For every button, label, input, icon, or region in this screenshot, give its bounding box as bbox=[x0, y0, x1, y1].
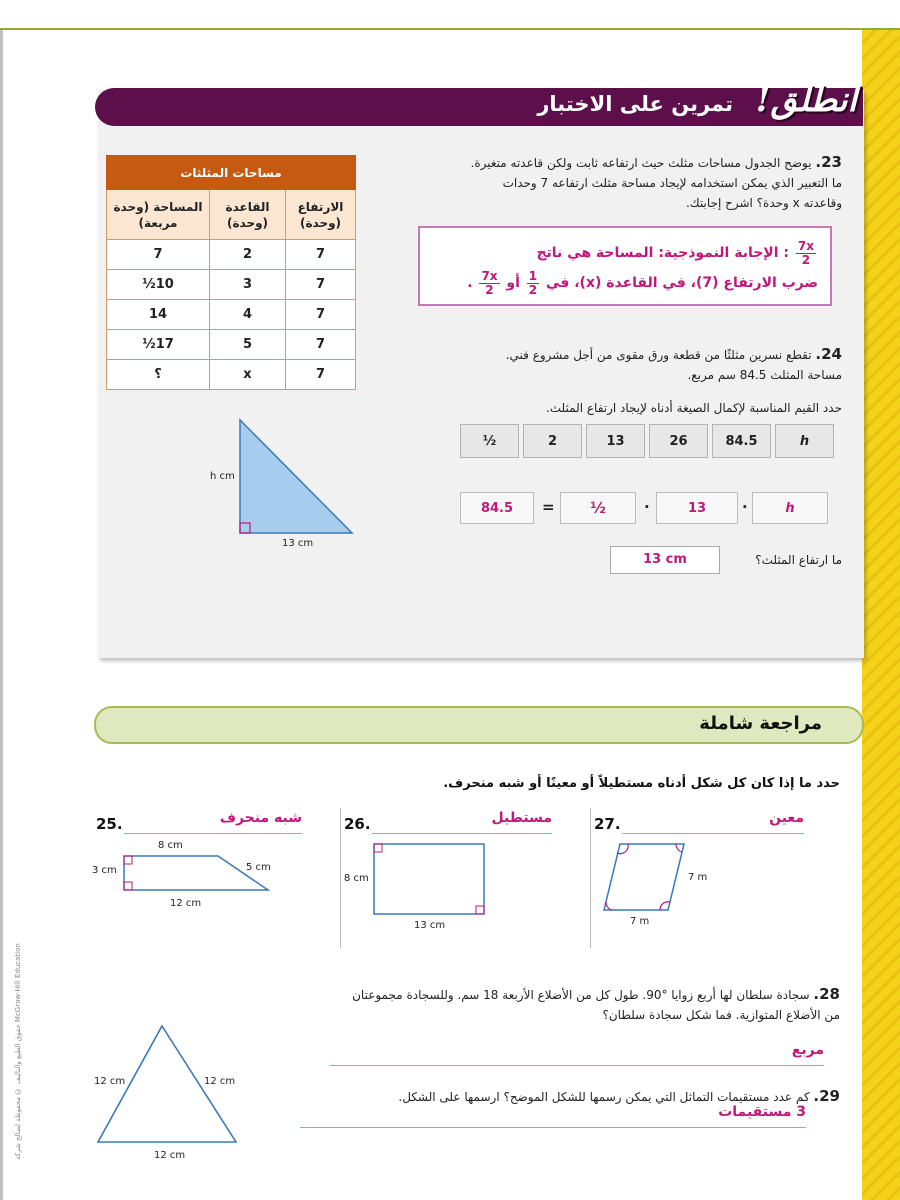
trapezoid-bottom-label: 12 cm bbox=[170, 898, 202, 909]
rectangle-bottom-label: 13 cm bbox=[414, 920, 446, 931]
column-divider bbox=[590, 808, 591, 948]
question-number-26: 26. bbox=[344, 815, 371, 833]
question-number: 23. bbox=[815, 153, 842, 171]
tile-h[interactable]: h bbox=[775, 424, 834, 458]
triangle-left-label: 12 cm bbox=[94, 1076, 126, 1087]
tile-84-5[interactable]: 84.5 bbox=[712, 424, 771, 458]
rhombus-bottom-label: 7 m bbox=[630, 916, 650, 927]
question-line: ما التعبير الذي يمكن استخدامه لإيجاد مساحة مثلث ارتفاعه 7 وحدات bbox=[502, 176, 842, 190]
tile-half[interactable]: ½ bbox=[460, 424, 519, 458]
answer-text: الإجابة النموذجية: المساحة هي ناتج bbox=[536, 245, 779, 261]
rectangle-figure bbox=[370, 840, 490, 920]
answer-27: معين bbox=[622, 810, 804, 834]
fraction-7x-over-2: $\frac{7x}{2}$ bbox=[481, 268, 498, 297]
answer-row-1: $\frac{7x}{2}$ : الإجابة النموذجية: المساحة هي ناتج bbox=[536, 238, 814, 267]
area-equation bbox=[460, 492, 830, 526]
answer-or: أو bbox=[506, 275, 520, 291]
tile-26[interactable]: 26 bbox=[649, 424, 708, 458]
right-triangle-figure bbox=[230, 415, 370, 545]
table-header: المساحة (وحدة مربعة) bbox=[107, 190, 210, 240]
rectangle-side-label: 8 cm bbox=[344, 873, 369, 884]
answer-text: ضرب الارتفاع (7)، في القاعدة (x)، في bbox=[546, 275, 818, 291]
height-question: ما ارتفاع المثلث؟ bbox=[755, 553, 842, 567]
table-row: 7 2 7 bbox=[107, 240, 356, 270]
trapezoid-figure bbox=[118, 850, 278, 900]
question-line: كم عدد مستقيمات التماثل التي يمكن رسمها للشكل الموضح؟ ارسمها على الشكل. bbox=[398, 1090, 810, 1104]
question-line: سجادة سلطان لها أربع زوايا °90. طول كل من الأضلاع الأربعة 18 سم. وللسجادة مجموعتان bbox=[352, 988, 810, 1002]
height-answer-field[interactable]: 13 cm bbox=[610, 546, 720, 574]
fraction-one-half: $\frac{1}{2}$ bbox=[528, 268, 538, 297]
table-row: 7 3 10½ bbox=[107, 270, 356, 300]
question-23 bbox=[372, 152, 842, 213]
triangle-bottom-label: 12 cm bbox=[154, 1150, 186, 1161]
test-practice-banner bbox=[95, 80, 863, 126]
triangle-base-label: 13 cm bbox=[282, 538, 314, 549]
copyright-note: حقوق الطبع والتأليف © محفوظة لصالح شركة McGraw-Hill Education bbox=[14, 943, 22, 1160]
answer-28: مربع bbox=[330, 1042, 824, 1066]
value-tiles bbox=[460, 424, 834, 458]
question-line: وقاعدته x وحدة؟ اشرح إجابتك. bbox=[685, 196, 842, 210]
eq-half-slot[interactable]: ½ bbox=[560, 492, 636, 524]
question-24 bbox=[432, 344, 842, 385]
question-number: 24. bbox=[815, 345, 842, 363]
table-header: الارتفاع (وحدة) bbox=[286, 190, 356, 240]
eq-equals: = bbox=[542, 498, 555, 516]
eq-height-slot[interactable]: h bbox=[752, 492, 828, 524]
review-instruction: حدد ما إذا كان كل شكل أدناه مستطيلاً أو معينًا أو شبه منحرف. bbox=[443, 776, 840, 791]
eq-dot: · bbox=[644, 498, 650, 516]
question-number-27: 27. bbox=[594, 815, 621, 833]
yellow-side-stripe bbox=[862, 30, 900, 1200]
comprehensive-review-header bbox=[94, 706, 864, 744]
question-number-25: 25. bbox=[96, 815, 123, 833]
answer-29: 3 مستقيمات bbox=[300, 1104, 806, 1128]
banner-logo: انطلق! bbox=[755, 80, 857, 120]
question-line: من الأضلاع المتوازية. فما شكل سجادة سلطان؟ bbox=[602, 1008, 840, 1022]
question-number: 28. bbox=[813, 985, 840, 1003]
table-row: 7 4 14 bbox=[107, 300, 356, 330]
eq-dot: · bbox=[742, 498, 748, 516]
table-row: 7 5 17½ bbox=[107, 330, 356, 360]
eq-base-slot[interactable]: 13 bbox=[656, 492, 738, 524]
rhombus-side-label: 7 m bbox=[688, 872, 708, 883]
question-line: يوضح الجدول مساحات مثلث حيث ارتفاعه ثابت ولكن قاعدته متغيرة. bbox=[470, 156, 812, 170]
review-title: مراجعة شاملة bbox=[699, 713, 822, 734]
triangle-right-label: 12 cm bbox=[204, 1076, 236, 1087]
banner-title: تمرين على الاختبار bbox=[537, 92, 733, 116]
answer-box-23 bbox=[418, 226, 832, 306]
tile-2[interactable]: 2 bbox=[523, 424, 582, 458]
trapezoid-top-label: 8 cm bbox=[158, 840, 183, 851]
question-24-instruction: حدد القيم المناسبة لإكمال الصيغة أدناه لإيجاد ارتفاع المثلث. bbox=[545, 401, 842, 415]
table-header: القاعدة (وحدة) bbox=[210, 190, 286, 240]
top-border bbox=[0, 0, 900, 30]
table-caption: مساحات المثلثات bbox=[107, 156, 356, 190]
rhombus-figure bbox=[600, 840, 700, 920]
left-edge bbox=[0, 30, 3, 1200]
question-number: 29. bbox=[813, 1087, 840, 1105]
tile-13[interactable]: 13 bbox=[586, 424, 645, 458]
triangle-areas-table bbox=[106, 155, 356, 390]
answer-26: مستطيل bbox=[372, 810, 552, 834]
triangle-height-label: h cm bbox=[210, 471, 235, 482]
eq-area-slot[interactable]: 84.5 bbox=[460, 492, 534, 524]
answer-25: شبه منحرف bbox=[124, 810, 302, 834]
question-28 bbox=[240, 984, 840, 1025]
trapezoid-left-label: 3 cm bbox=[92, 865, 117, 876]
answer-row-2: ضرب الارتفاع (7)، في القاعدة (x)، في $\frac{1}{2}$ أو $\frac{7x}{2}$ . bbox=[467, 268, 818, 297]
fraction-7x-over-2: $\frac{7x}{2}$ bbox=[797, 238, 814, 267]
question-line: تقطع نسرين مثلثًا من قطعة ورق مقوى من أجل مشروع فني. bbox=[505, 348, 812, 362]
question-line: مساحة المثلث 84.5 سم مربع. bbox=[687, 368, 842, 382]
trapezoid-right-label: 5 cm bbox=[246, 862, 271, 873]
table-row: 7 x ؟ bbox=[107, 360, 356, 390]
column-divider bbox=[340, 808, 341, 948]
